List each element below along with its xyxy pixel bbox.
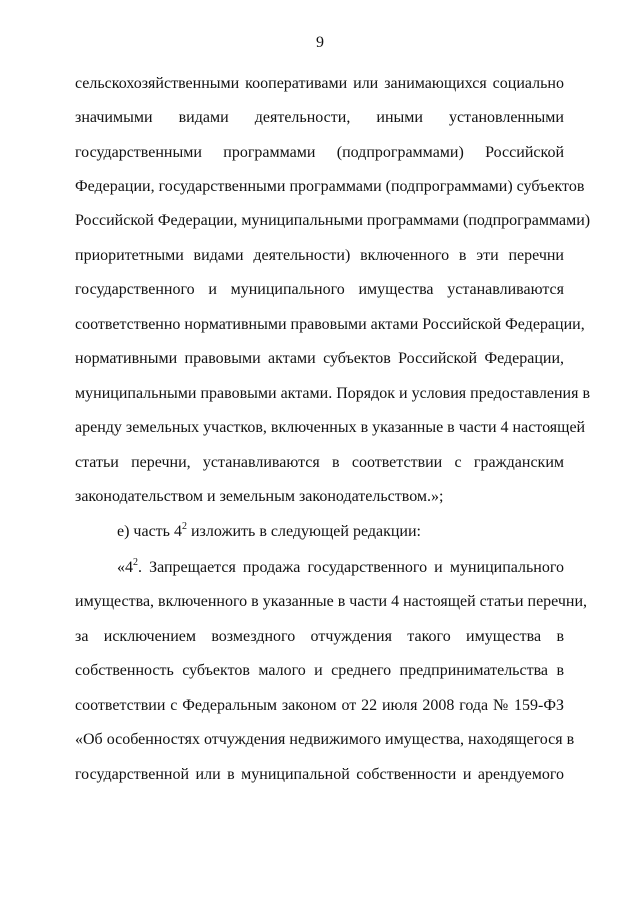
text-line: аренду земельных участков, включенных в указанные в части 4 настоящей: [75, 419, 586, 436]
text-line: государственного и муниципального имущества устанавливаются: [75, 281, 564, 298]
quote-first-after: . Запрещается продажа государственного и муниципального: [138, 559, 564, 576]
text-line: государственными программами (подпрограммами) Российской: [75, 144, 564, 161]
text-line: нормативными правовыми актами субъектов Российской Федерации,: [75, 350, 564, 367]
item-e-line: [75, 522, 564, 542]
text-line: за исключением возмездного отчуждения такого имущества в: [75, 628, 564, 645]
quote-first-line: [75, 558, 564, 578]
text-line: соответственно нормативными правовыми актами Российской Федерации,: [75, 316, 585, 333]
page-number: 9: [316, 34, 324, 51]
text-line: приоритетными видами деятельности) включенного в эти перечни: [75, 247, 564, 264]
item-e-after: изложить в следующей редакции:: [186, 523, 421, 540]
item-e-before: е) часть 4: [117, 523, 182, 540]
text-line: государственной или в муниципальной собственности и арендуемого: [75, 766, 564, 783]
quote-first-before: «4: [117, 559, 133, 576]
text-line: законодательством и земельным законодательством.»;: [75, 488, 444, 505]
text-line: Российской Федерации, муниципальными программами (подпрограммами): [75, 212, 591, 229]
text-line: муниципальными правовыми актами. Порядок и условия предоставления в: [75, 385, 591, 402]
text-line: собственность субъектов малого и среднего предпринимательства в: [75, 662, 564, 679]
item-e-superscript: 2: [181, 521, 187, 532]
text-line: имущества, включенного в указанные в части 4 настоящей статьи перечни,: [75, 593, 588, 610]
text-line: «Об особенностях отчуждения недвижимого имущества, находящегося в: [75, 731, 575, 748]
text-line: Федерации, государственными программами (подпрограммами) субъектов: [75, 178, 585, 195]
text-line: значимыми видами деятельности, иными установленными: [75, 109, 564, 126]
text-line: сельскохозяйственными кооперативами или занимающихся социально: [75, 75, 564, 92]
quote-first-superscript: 2: [133, 557, 138, 568]
text-line: соответствии с Федеральным законом от 22 июля 2008 года № 159-ФЗ: [75, 697, 564, 714]
text-line: статьи перечни, устанавливаются в соответствии с гражданским: [75, 454, 564, 471]
